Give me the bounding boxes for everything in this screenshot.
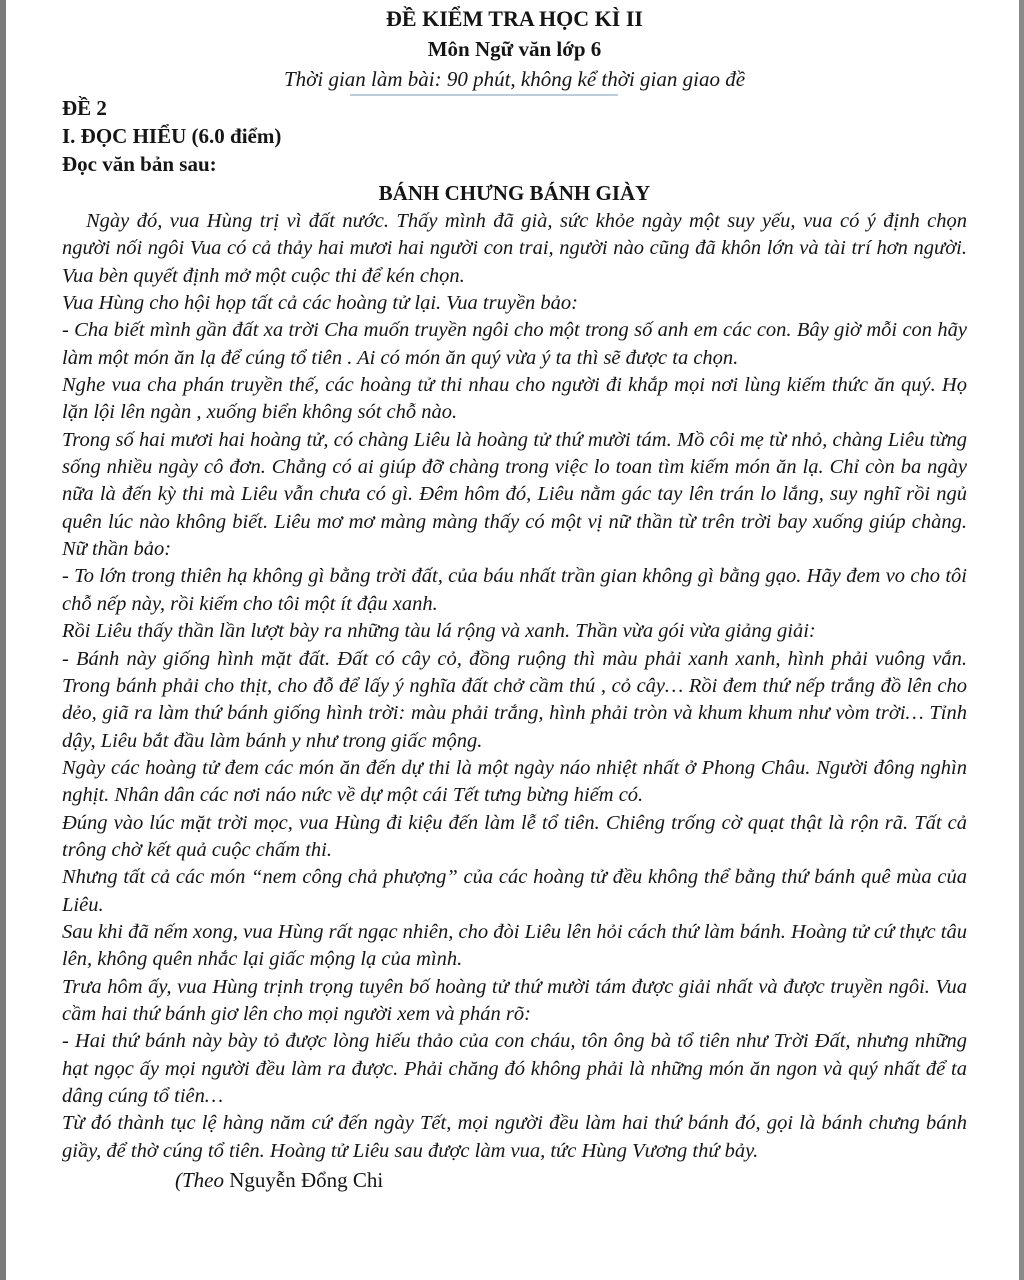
story-paragraph: Từ đó thành tục lệ hàng năm cứ đến ngày Tết, mọi người đều làm hai thứ bánh đó, gọi là bánh chưng bánh giầy, để thờ cúng tổ tiên. Hoàng tử Liêu sau được làm vua, tức Hùng Vương thứ bảy. xyxy=(62,1112,967,1162)
story-paragraph: Nhưng tất cả các món “nem công chả phượng” của các hoàng tử đều không thể bằng thứ bánh quê mùa của Liêu. xyxy=(62,866,967,916)
story-paragraph: Nghe vua cha phán truyền thế, các hoàng tử thi nhau cho người đi khắp mọi nơi lùng kiếm thức ăn quý. Họ lặn lội lên ngàn , xuống biển không sót chỗ nào. xyxy=(62,374,967,424)
exam-subject: Môn Ngữ văn lớp 6 xyxy=(427,37,602,61)
story-paragraph: Trong số hai mươi hai hoàng tử, có chàng Liêu là hoàng tử thứ mười tám. Mồ côi mẹ từ nhỏ, chàng Liêu từng sống nhiều ngày cô đơn. Chẳng có ai giúp đỡ chàng trong việc lo toan tìm kiếm món ăn lạ. Chỉ còn ba ngày nữa là đến kỳ thi mà Liêu vẫn chưa có gì. Đêm hôm đó, Liêu nằm gác tay lên trán lo lắng, suy nghĩ rồi ngủ quên lúc nào không biết. Liêu mơ mơ màng màng thấy có một vị nữ thần từ trên trời bay xuống giúp chàng. Nữ thần bảo: xyxy=(62,428,967,561)
story-paragraph: - To lớn trong thiên hạ không gì bằng trời đất, của báu nhất trần gian không gì bằng gạo. Hãy đem vo cho tôi chỗ nếp này, rồi kiếm cho tôi một ít đậu xanh. xyxy=(62,565,967,615)
story-source xyxy=(175,1165,967,1195)
time-note-text: Thời gian làm bài: 90 phút, không kể thời gian giao đề xyxy=(283,67,746,91)
story-body xyxy=(62,208,967,1165)
spellcheck-underline xyxy=(350,94,618,96)
exam-code: ĐỀ 2 xyxy=(62,96,107,120)
source-author: Nguyễn Đổng Chi xyxy=(229,1168,384,1193)
exam-title: ĐỀ KIỂM TRA HỌC KÌ II xyxy=(386,6,643,31)
time-note xyxy=(62,64,967,94)
photo-frame-right xyxy=(1019,0,1024,1280)
story-paragraph: Ngày các hoàng tử đem các món ăn đến dự thi là một ngày náo nhiệt nhất ở Phong Châu. Người đông nghìn nghịt. Nhân dân các nơi náo nức về dự một cái Tết tưng bừng hiếm có. xyxy=(62,756,967,807)
story-paragraph: Đúng vào lúc mặt trời mọc, vua Hùng đi kiệu đến làm lễ tổ tiên. Chiêng trống cờ quạt thật là rộn rã. Tất cả trông chờ kết quả cuộc chấm thi. xyxy=(62,811,967,861)
source-prefix: (Theo xyxy=(175,1168,224,1193)
section-heading: I. ĐỌC HIỂU (6.0 điểm) xyxy=(62,124,282,148)
exam-page xyxy=(62,4,967,1195)
story-paragraph: Ngày đó, vua Hùng trị vì đất nước. Thấy mình đã già, sức khỏe ngày một suy yếu, vua có ý định chọn người nối ngôi Vua có cả thảy hai mươi hai người con trai, người nào cũng đã khôn lớn và tài trí hơn người. Vua bèn quyết định mở một cuộc thi để kén chọn. xyxy=(62,210,967,287)
story-paragraph: - Bánh này giống hình mặt đất. Đất có cây cỏ, đồng ruộng thì màu phải xanh xanh, hình phải vuông vắn. Trong bánh phải cho thịt, cho đỗ để lấy ý nghĩa đất chở cầm thú , cỏ cây… Rồi đem thứ nếp trắng đồ lên cho dẻo, giã ra làm thứ bánh giống hình trời: màu phải trắng, hình phải tròn và khum khum như vòm trời… Tỉnh dậy, Liêu bắt đầu làm bánh y như trong giấc mộng. xyxy=(62,647,967,752)
story-title: BÁNH CHƯNG BÁNH GIÀY xyxy=(378,181,651,205)
reading-instruction: Đọc văn bản sau: xyxy=(62,152,217,176)
story-paragraph: Vua Hùng cho hội họp tất cả các hoàng tử lại. Vua truyền bảo: xyxy=(62,292,579,315)
story-paragraph: Rồi Liêu thấy thần lần lượt bày ra những tàu lá rộng và xanh. Thần vừa gói vừa giảng giải: xyxy=(62,620,816,643)
story-paragraph: - Cha biết mình gần đất xa trời Cha muốn truyền ngôi cho một trong số anh em các con. Bây giờ mỗi con hãy làm một món ăn lạ để cúng tổ tiên . Ai có món ăn quý vừa ý ta thì sẽ được ta chọn. xyxy=(62,319,967,369)
story-paragraph: Trưa hôm ấy, vua Hùng trịnh trọng tuyên bố hoàng tử thứ mười tám được giải nhất và được truyền ngôi. Vua cầm hai thứ bánh giơ lên cho mọi người xem và phán rõ: xyxy=(62,975,967,1025)
photo-frame-left xyxy=(0,0,6,1280)
story-paragraph: Sau khi đã nếm xong, vua Hùng rất ngạc nhiên, cho đòi Liêu lên hỏi cách thứ làm bánh. Hoàng tử cứ thực tâu lên, không quên nhắc lại giấc mộng lạ của mình. xyxy=(62,920,967,971)
story-paragraph: - Hai thứ bánh này bày tỏ được lòng hiếu thảo của con cháu, tôn ông bà tổ tiên như Trời Đất, nhưng những hạt ngọc ấy mọi người đều làm ra được. Phải chăng đó không phải là những món ăn ngon và quý nhất để ta dâng cúng tổ tiên… xyxy=(62,1030,967,1107)
